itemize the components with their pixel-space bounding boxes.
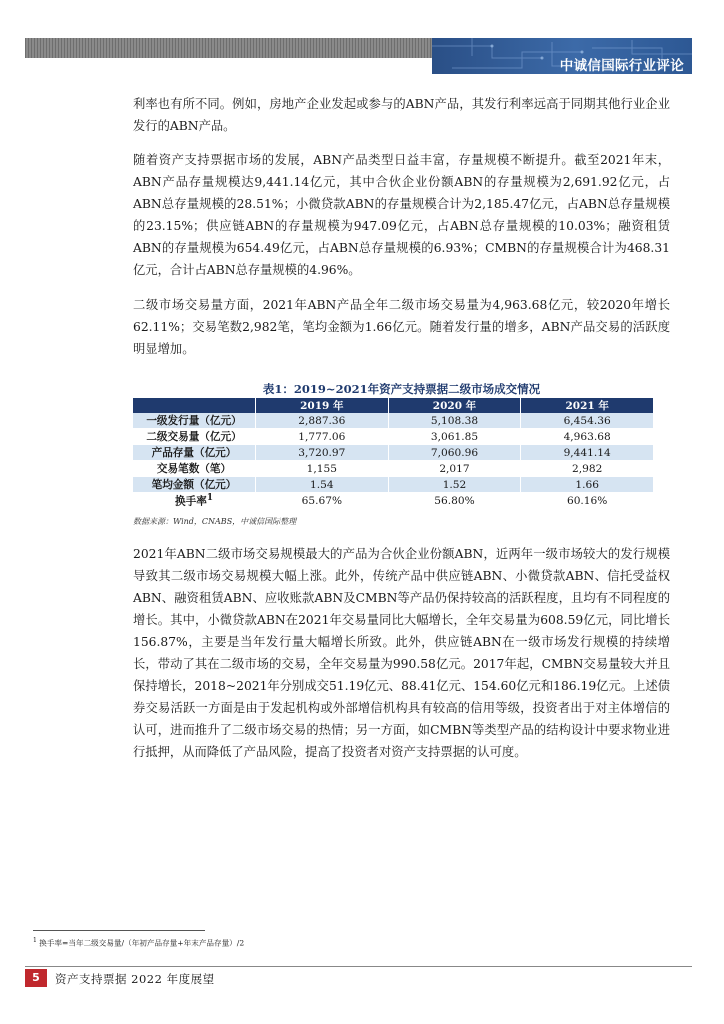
table-header-cell: 2019 年 xyxy=(256,398,389,413)
table-cell: 1.52 xyxy=(388,477,521,493)
table-row xyxy=(133,477,654,493)
row-label xyxy=(133,493,256,510)
table-cell: 1.66 xyxy=(521,477,654,493)
paragraph: 利率也有所不同。例如，房地产企业发起或参与的ABN产品，其发行利率远高于同期其他行业企业发行的ABN产品。 xyxy=(133,97,670,133)
footnote-divider xyxy=(33,930,205,931)
table-source: 数据来源：Wind，CNABS，中诚信国际整理 xyxy=(133,517,297,526)
table-cell: 2,887.36 xyxy=(256,413,389,429)
footnote-number: 1 xyxy=(33,937,37,944)
footnote-marker: 1 xyxy=(206,493,213,503)
table-row xyxy=(133,445,654,461)
table-row xyxy=(133,429,654,445)
table-header-row xyxy=(133,398,654,413)
publication-title: 中诚信国际行业评论 xyxy=(559,58,684,74)
table-cell: 5,108.38 xyxy=(388,413,521,429)
footer-title: 资产支持票据 2022 年度展望 xyxy=(55,972,215,986)
table-cell: 3,720.97 xyxy=(256,445,389,461)
paragraph: 二级市场交易量方面，2021年ABN产品全年二级市场交易量为4,963.68亿元，较2020年增长62.11%；交易笔数2,982笔，笔均金额为1.66亿元。随着发行量的增多，ABN产品交易的活跃度明显增加。 xyxy=(133,298,670,356)
abn-secondary-market-table xyxy=(133,398,654,510)
table-cell: 65.67% xyxy=(256,493,389,510)
footer-divider xyxy=(25,966,692,967)
row-label: 笔均金额（亿元） xyxy=(133,477,256,493)
table-row xyxy=(133,493,654,510)
table-header-cell: 2020 年 xyxy=(388,398,521,413)
row-label: 二级交易量（亿元） xyxy=(133,429,256,445)
table-cell: 56.80% xyxy=(388,493,521,510)
table-cell: 60.16% xyxy=(521,493,654,510)
table-row xyxy=(133,461,654,477)
table-cell: 3,061.85 xyxy=(388,429,521,445)
table-header-cell xyxy=(133,398,256,413)
table-title: 表1：2019~2021年资产支持票据二级市场成交情况 xyxy=(262,382,541,396)
table-row xyxy=(133,413,654,429)
table-cell: 1.54 xyxy=(256,477,389,493)
row-label: 交易笔数（笔） xyxy=(133,461,256,477)
row-label-text: 换手率 xyxy=(175,495,207,508)
table-cell: 2,017 xyxy=(388,461,521,477)
page-number: 5 xyxy=(25,969,47,987)
paragraph: 随着资产支持票据市场的发展，ABN产品类型日益丰富，存量规模不断提升。截至2021年末，ABN产品存量规模达9,441.14亿元，其中合伙企业份额ABN的存量规模为2,691.92亿元，占ABN总存量规模的28.51%；小微贷款ABN的存量规模合计为2,185.47亿元，占ABN总存量规模的23.15%；供应链ABN的存量规模为947.09亿元，占ABN总存量规模的10.03%；融资租赁ABN的存量规模为654.49亿元，占ABN总存量规模的6.93%；CMBN的存量规模合计为468.31亿元，合计占ABN总存量规模的4.96%。 xyxy=(133,153,670,277)
table-cell: 1,777.06 xyxy=(256,429,389,445)
table-header-cell: 2021 年 xyxy=(521,398,654,413)
table-cell: 2,982 xyxy=(521,461,654,477)
footnote-text: 换手率=当年二级交易量/（年初产品存量+年末产品存量）/2 xyxy=(39,938,245,948)
table-cell: 4,963.68 xyxy=(521,429,654,445)
header-banner xyxy=(432,38,692,74)
table-cell: 7,060.96 xyxy=(388,445,521,461)
table-cell: 6,454.36 xyxy=(521,413,654,429)
row-label: 一级发行量（亿元） xyxy=(133,413,256,429)
footnote xyxy=(33,937,244,949)
row-label: 产品存量（亿元） xyxy=(133,445,256,461)
paragraph: 2021年ABN二级市场交易规模最大的产品为合伙企业份额ABN，近两年一级市场较大的发行规模导致其二级市场交易规模大幅上涨。此外，传统产品中供应链ABN、小微贷款ABN、信托受益权ABN、融资租赁ABN、应收账款ABN及CMBN等产品仍保持较高的活跃程度，且均有不同程度的增长。其中，小微贷款ABN在2021年交易量同比大幅增长，全年交易量为608.59亿元，同比增长156.87%，主要是当年发行量大幅增长所致。此外，供应链ABN在一级市场发行规模的持续增长，带动了其在二级市场的交易，全年交易量为990.58亿元。2017年起，CMBN交易量较大并且保持增长，2018~2021年分别成交51.19亿元、88.41亿元、154.60亿元和186.19亿元。上述债券交易活跃一方面是由于发起机构或外部增信机构具有较高的信用等级，投资者出于对主体增信的认可，进而推升了二级市场交易的热情；另一方面，如CMBN等类型产品的结构设计中要求物业进行抵押，从而降低了产品风险，提高了投资者对资产支持票据的认可度。 xyxy=(133,547,671,759)
table-cell: 9,441.14 xyxy=(521,445,654,461)
table-cell: 1,155 xyxy=(256,461,389,477)
